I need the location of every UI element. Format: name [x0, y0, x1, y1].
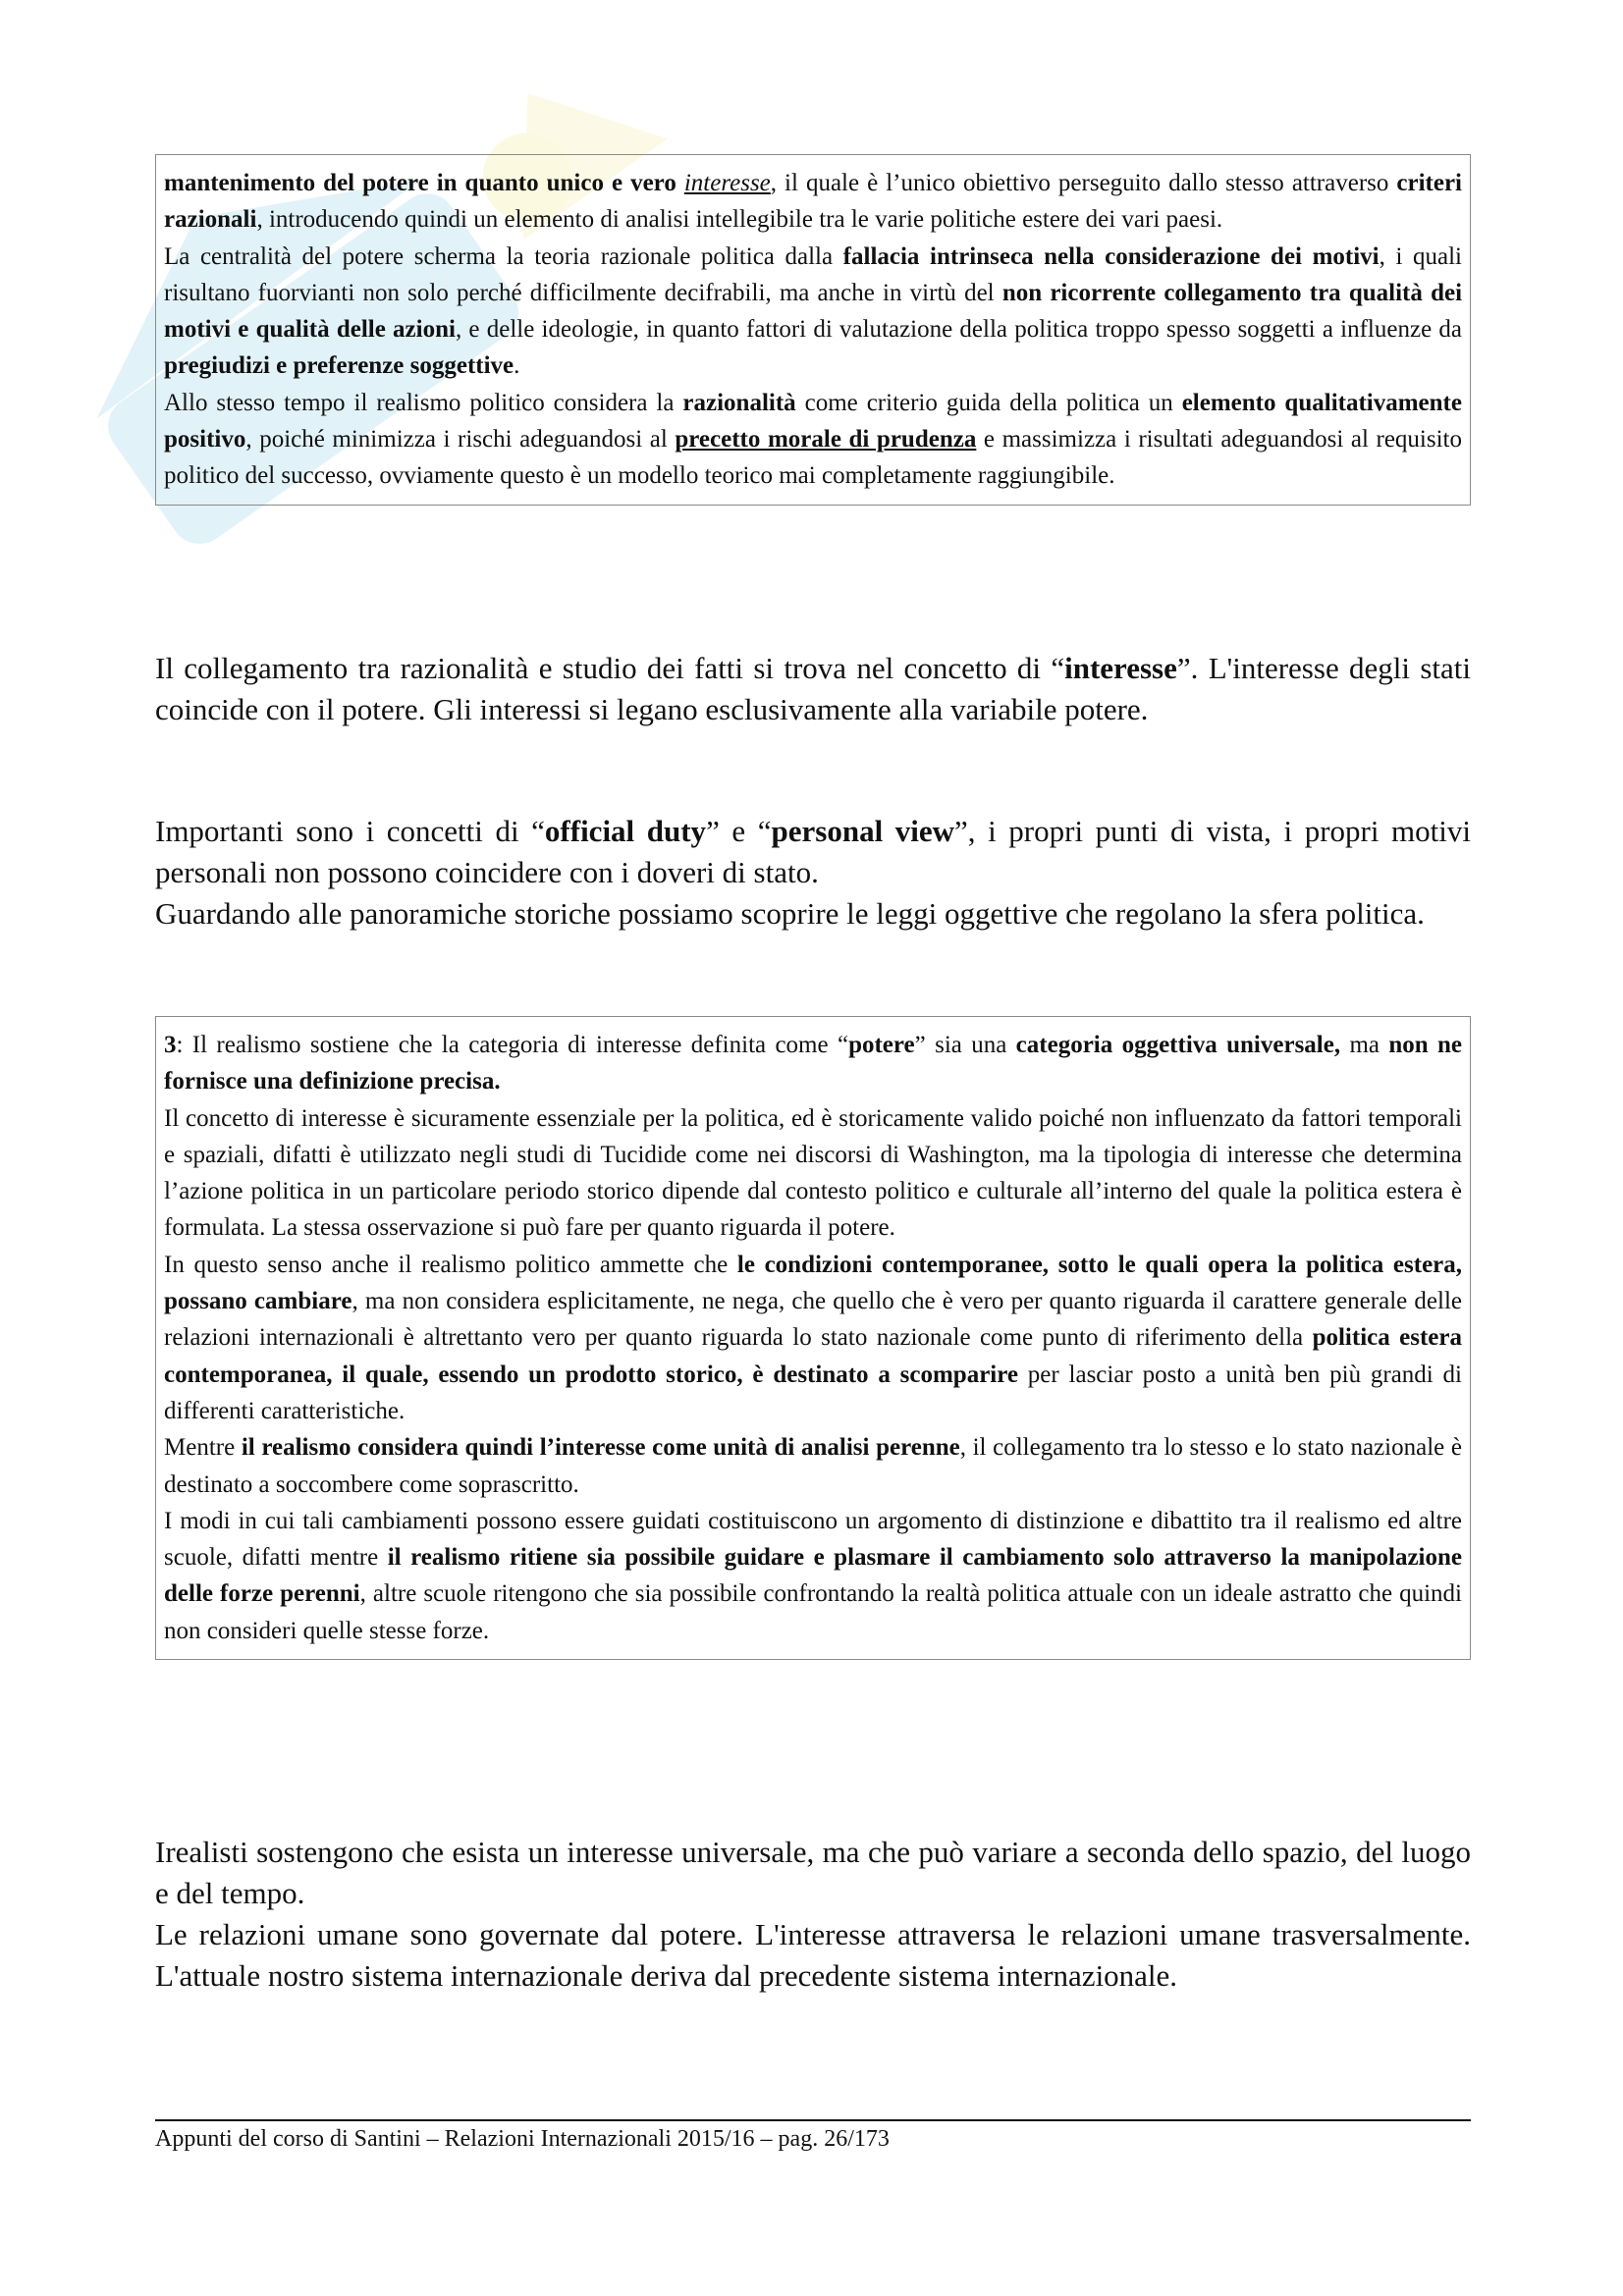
prose-section-2 — [155, 811, 1471, 934]
quote-box-1 — [155, 154, 1471, 506]
box2-paragraph-3: In questo senso anche il realismo politico ammette che le condizioni contemporanee, sotto le quali opera la politica estera, possano cambiare, ma non considera esplicitamente, ne nega, che quello che è vero per quanto riguarda il carattere generale delle relazioni internazionali è altrettanto vero per quanto riguarda lo stato nazionale come punto di riferimento della politica estera contemporanea, il quale, essendo un prodotto storico, è destinato a scomparire per lasciar posto a unità ben più grandi di differenti caratteristiche. — [164, 1251, 1463, 1424]
box2-paragraph-5: I modi in cui tali cambiamenti possono essere guidati costituiscono un argomento di distinzione e dibattito tra il realismo ed altre scuole, difatti mentre il realismo ritiene sia possibile guidare e plasmare il cambiamento solo attraverso la manipolazione delle forze perenni, altre scuole ritengono che sia possibile confrontando la realtà politica attuale con un ideale astratto che quindi non consideri quelle stesse forze. — [164, 1507, 1462, 1644]
prose3-paragraph-1: Irealisti sostengono che esista un interesse universale, ma che può variare a seconda dello spazio, del luogo e del tempo. — [155, 1835, 1471, 1910]
box1-paragraph-2: La centralità del potere scherma la teoria razionale politica dalla fallacia intrinseca nella considerazione dei motivi, i quali risultano fuorvianti non solo perché difficilmente decifrabili, ma anche in virtù del non ricorrente collegamento tra qualità dei motivi e qualità delle azioni, e delle ideologie, in quanto fattori di valutazione della politica troppo spesso soggetti a influenze da pregiudizi e preferenze soggettive. — [164, 242, 1463, 380]
page-footer: Appunti del corso di Santini – Relazioni Internazionali 2015/16 – pag. 26/173 — [155, 2126, 890, 2152]
prose2-paragraph-2: Guardando alle panoramiche storiche possiamo scoprire le leggi oggettive che regolano la sfera politica. — [155, 896, 1425, 931]
prose-section-1 — [155, 648, 1471, 730]
box1-paragraph-3: Allo stesso tempo il realismo politico considera la razionalità come criterio guida della politica un elemento qualitativamente positivo, poiché minimizza i rischi adeguandosi al precetto morale di prudenza e massimizza i risultati adeguandosi al requisito politico del successo, ovviamente questo è un modello teorico mai completamente raggiungibile. — [164, 389, 1462, 490]
prose2-paragraph-1: Importanti sono i concetti di “official duty” e “personal view”, i propri punti di vista, i propri motivi personali non possono coincidere con i doveri di stato. — [155, 814, 1471, 889]
footer-divider — [155, 2119, 1471, 2121]
prose3-paragraph-2: Le relazioni umane sono governate dal potere. L'interesse attraversa le relazioni umane trasversalmente. L'attuale nostro sistema internazionale deriva dal precedente sistema internazionale. — [155, 1917, 1471, 1993]
box1-paragraph-1: mantenimento del potere in quanto unico e vero interesse, il quale è l’unico obiettivo perseguito dallo stesso attraverso criteri razionali, introducendo quindi un elemento di analisi intellegibile tra le varie politiche estere dei vari paesi. — [164, 170, 1463, 234]
box2-paragraph-4: Mentre il realismo considera quindi l’interesse come unità di analisi perenne, il collegamento tra lo stesso e lo stato nazionale è destinato a soccombere come soprascritto. — [164, 1434, 1462, 1498]
prose1-paragraph: Il collegamento tra razionalità e studio dei fatti si trova nel concetto di “interesse”. L'interesse degli stati coincide con il potere. Gli interessi si legano esclusivamente alla variabile potere. — [155, 651, 1471, 726]
box2-paragraph-1: 3: Il realismo sostiene che la categoria di interesse definita come “potere” sia una categoria oggettiva universale, ma non ne fornisce una definizione precisa. — [164, 1032, 1463, 1095]
quote-box-2 — [155, 1016, 1471, 1660]
prose-section-3 — [155, 1832, 1471, 1997]
box2-paragraph-2: Il concetto di interesse è sicuramente essenziale per la politica, ed è storicamente valido poiché non influenzato da fattori temporali e spaziali, difatti è utilizzato negli studi di Tucidide come nei discorsi di Washington, ma la tipologia di interesse che determina l’azione politica in un particolare periodo storico dipende dal contesto politico e culturale all’interno del quale la politica estera è formulata. La stessa osservazione si può fare per quanto riguarda il potere. — [164, 1104, 1462, 1242]
